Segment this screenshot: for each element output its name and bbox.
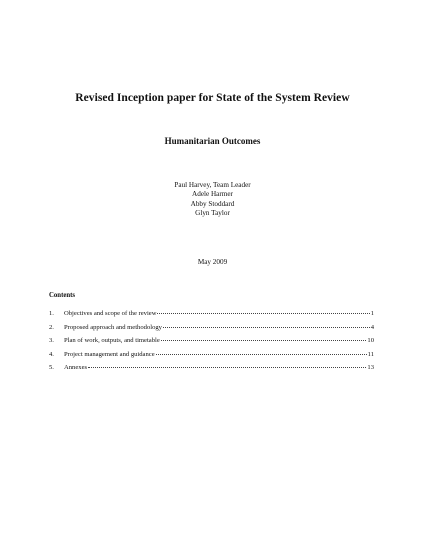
toc-entry-label: Project management and guidance xyxy=(64,350,155,358)
toc-entry-number: 5. xyxy=(49,364,54,372)
toc-dot-leader xyxy=(163,326,370,328)
toc-entry-page: 4 xyxy=(370,323,374,331)
table-of-contents xyxy=(49,310,374,378)
toc-entry-number: 3. xyxy=(49,337,54,345)
author-list xyxy=(0,181,425,219)
author-line: Adele Harmer xyxy=(192,190,233,199)
toc-entry-label: Objectives and scope of the review xyxy=(64,310,157,317)
toc-entry[interactable] xyxy=(49,364,374,378)
contents-heading: Contents xyxy=(49,292,76,299)
toc-entry-page: 13 xyxy=(367,364,374,372)
toc-entry-page: 10 xyxy=(367,337,374,345)
toc-entry-number: 4. xyxy=(49,350,54,358)
author-line: Paul Harvey, Team Leader xyxy=(174,181,251,189)
toc-dot-leader xyxy=(161,339,367,341)
toc-entry-label: Annexes xyxy=(64,364,88,372)
toc-entry[interactable] xyxy=(49,310,374,324)
toc-dot-leader xyxy=(88,366,366,368)
toc-entry[interactable] xyxy=(49,324,374,338)
toc-entry[interactable] xyxy=(49,351,374,365)
author-line: Glyn Taylor xyxy=(195,209,230,218)
document-date: May 2009 xyxy=(197,258,228,266)
organization-name: Humanitarian Outcomes xyxy=(164,136,261,146)
toc-entry-label: Proposed approach and methodology xyxy=(64,323,162,331)
toc-entry[interactable] xyxy=(49,337,374,351)
document-title: Revised Inception paper for State of the System Review xyxy=(75,92,350,104)
toc-dot-leader xyxy=(156,353,367,355)
toc-entry-number: 1. xyxy=(49,310,54,317)
author-line: Abby Stoddard xyxy=(190,199,235,208)
toc-entry-label: Plan of work, outputs, and timetable xyxy=(64,337,160,345)
toc-dot-leader xyxy=(157,312,369,314)
toc-entry-page: 11 xyxy=(367,350,374,358)
toc-entry-page: 1 xyxy=(370,310,374,317)
toc-entry-number: 2. xyxy=(49,323,54,331)
